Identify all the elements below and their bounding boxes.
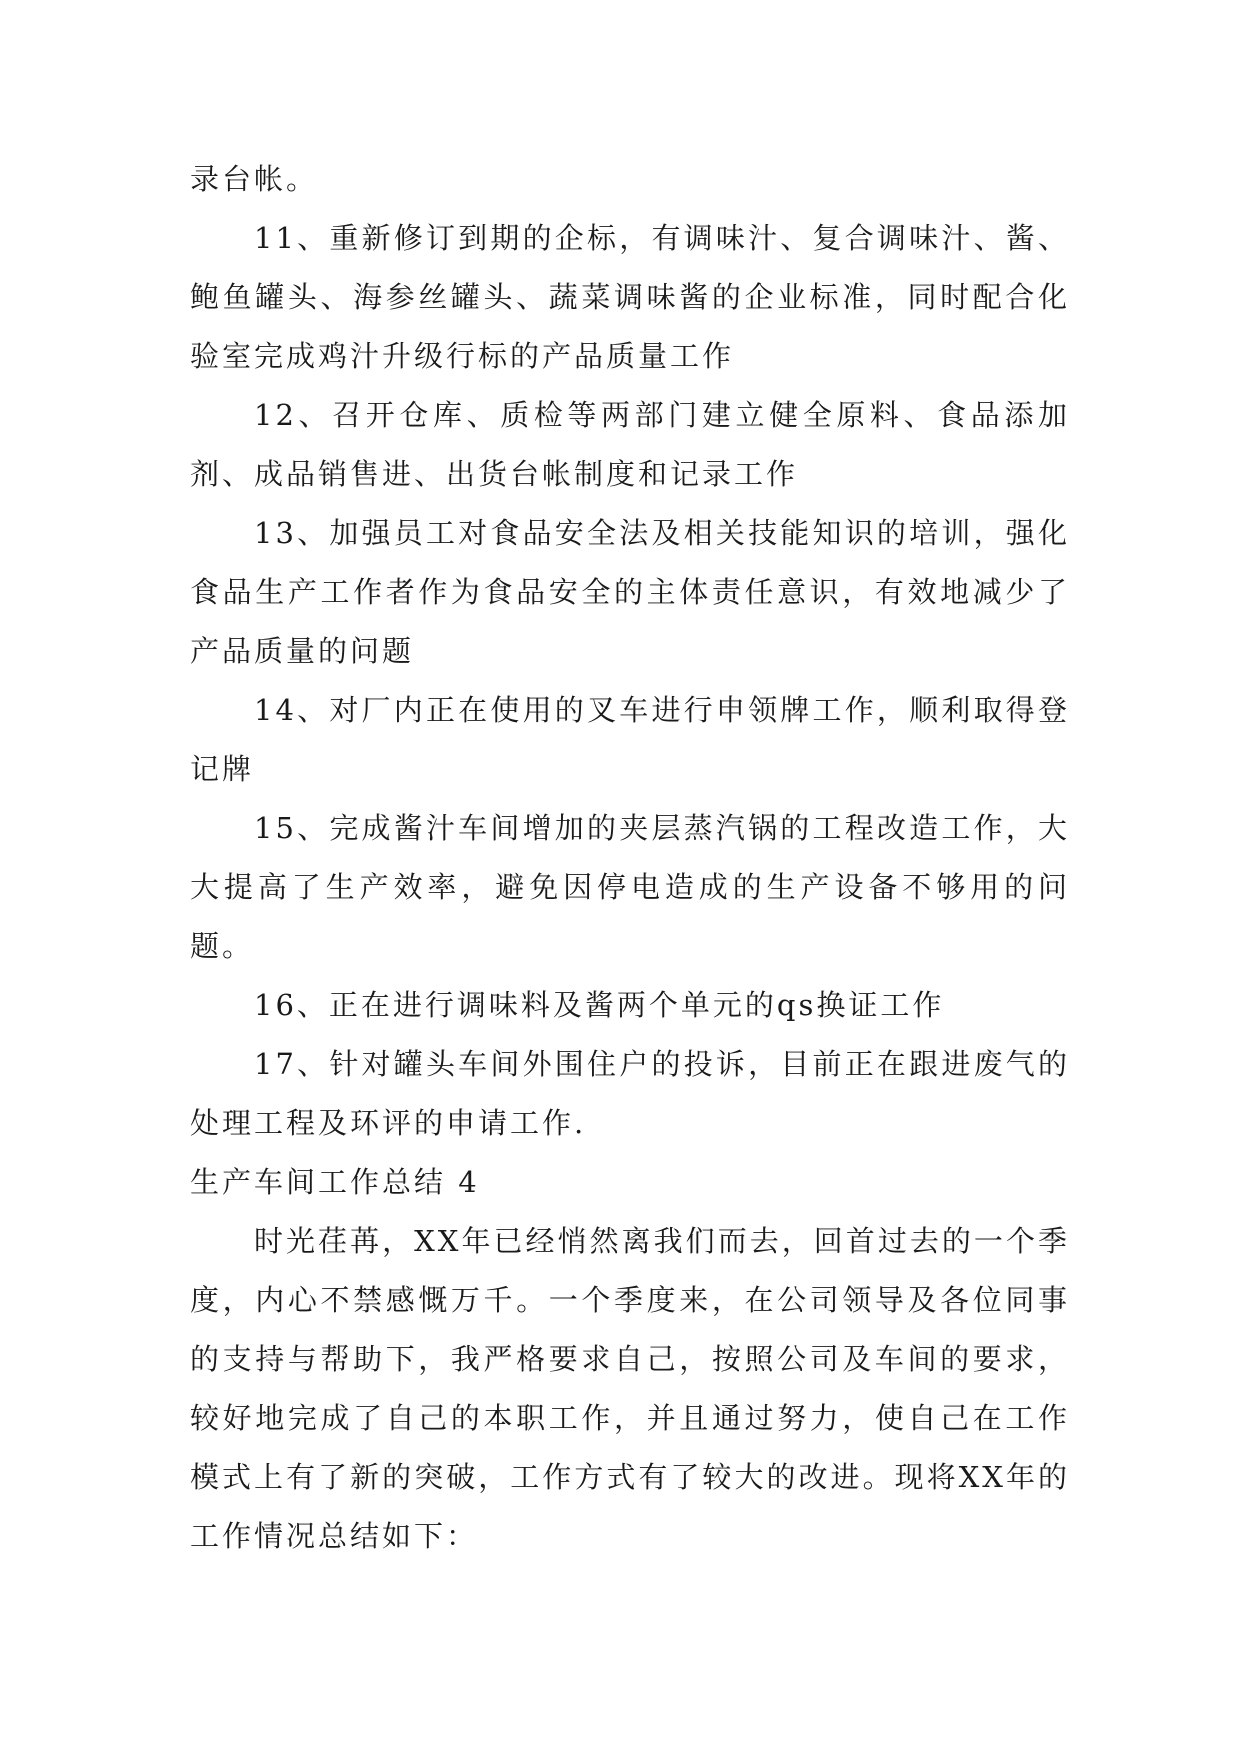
paragraph-item-12: 12、召开仓库、质检等两部门建立健全原料、食品添加剂、成品销售进、出货台帐制度和记录工作 (190, 398, 1070, 491)
paragraph-item-15: 15、完成酱汁车间增加的夹层蒸汽锅的工程改造工作，大大提高了生产效率，避免因停电造成的生产设备不够用的问题。 (190, 811, 1070, 963)
section-title: 生产车间工作总结 4 (190, 1165, 480, 1199)
paragraph-item-17: 17、针对罐头车间外围住户的投诉，目前正在跟进废气的处理工程及环评的申请工作. (190, 1047, 1070, 1140)
paragraph-summary-intro: 时光荏苒，XX年已经悄然离我们而去，回首过去的一个季度，内心不禁感慨万千。一个季度来，在公司领导及各位同事的支持与帮助下，我严格要求自己，按照公司及车间的要求，较好地完成了自己的本职工作，并且通过努力，使自己在工作模式上有了新的突破，工作方式有了较大的改进。现将XX年的工作情况总结如下： (190, 1224, 1070, 1553)
paragraph-item-16: 16、正在进行调味料及酱两个单元的qs换证工作 (254, 988, 945, 1022)
document-body (190, 150, 1070, 1566)
paragraph-ledger-end: 录台帐。 (190, 162, 319, 196)
paragraph-item-11: 11、重新修订到期的企标，有调味汁、复合调味汁、酱、鲍鱼罐头、海参丝罐头、蔬菜调味酱的企业标准，同时配合化验室完成鸡汁升级行标的产品质量工作 (190, 221, 1070, 373)
paragraph-item-13: 13、加强员工对食品安全法及相关技能知识的培训，强化食品生产工作者作为食品安全的主体责任意识，有效地减少了产品质量的问题 (190, 516, 1070, 668)
paragraph-item-14: 14、对厂内正在使用的叉车进行申领牌工作，顺利取得登记牌 (190, 693, 1070, 786)
